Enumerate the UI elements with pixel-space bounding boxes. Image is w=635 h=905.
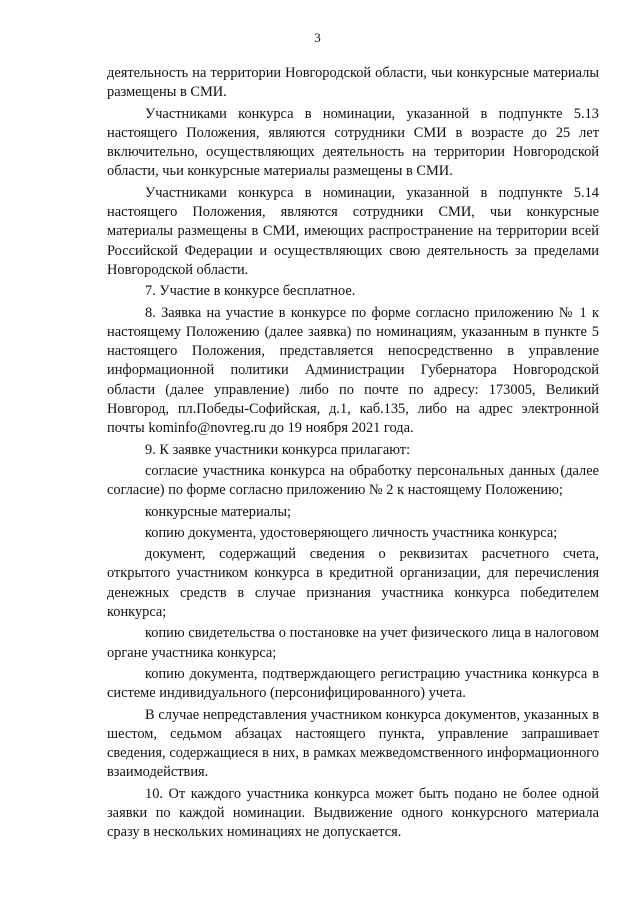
paragraph-nomination-5-14: Участниками конкурса в номинации, указанной в подпункте 5.14 настоящего Положения, являются сотрудники СМИ, чьи конкурсные материалы размещены в СМИ, имеющих распространение на территории всей Российской Федерации и осуществляющих свою деятельность за пределами Новгородской области. <box>107 184 599 278</box>
page-number: 3 <box>314 30 321 45</box>
paragraph-tax-certificate: копию свидетельства о постановке на учет физического лица в налоговом органе участника конкурса; <box>107 625 599 661</box>
paragraph-item-7: 7. Участие в конкурсе бесплатное. <box>145 283 356 300</box>
paragraph-item-10: 10. От каждого участника конкурса может быть подано не более одной заявки по каждой номинации. Выдвижение одного конкурсного материала сразу в нескольких номинациях не допускается. <box>107 785 599 841</box>
document-body <box>107 64 599 845</box>
paragraph-item-8: 8. Заявка на участие в конкурсе по форме согласно приложению № 1 к настоящему Положению (далее заявка) по номинациям, указанным в пункте 5 настоящего Положения, представляется непосредственно в управление информационной политики Администрации Губернатора Новгородской области (далее управление) либо по почте по адресу: 173005, Великий Новгород, пл.Победы-Софийская, д.1, каб.135, либо на адрес электронной почты kominfo@novreg.ru до 19 ноября 2021 года. <box>107 304 599 437</box>
paragraph-bank-details: документ, содержащий сведения о реквизитах расчетного счета, открытого участником конкурса в кредитной организации, для перечисления денежных средств в случае признания участника конкурса победителем конкурса; <box>107 546 599 621</box>
paragraph-nomination-5-13: Участниками конкурса в номинации, указанной в подпункте 5.13 настоящего Положения, являются сотрудники СМИ в возрасте до 25 лет включительно, осуществляющих деятельность на территории Новгородской области, чьи конкурсные материалы размещены в СМИ. <box>107 105 599 180</box>
paragraph-consent: согласие участника конкурса на обработку персональных данных (далее согласие) по форме согласно приложению № 2 к настоящему Положению; <box>107 462 599 499</box>
paragraph-materials: конкурсные материалы; <box>145 503 292 520</box>
paragraph-continuation: деятельность на территории Новгородской области, чьи конкурсные материалы размещены в СМИ. <box>107 65 599 101</box>
paragraph-missing-documents: В случае непредставления участником конкурса документов, указанных в шестом, седьмом абзацах настоящего пункта, управление запрашивает сведения, содержащиеся в них, в рамках межведомственного информационного взаимодействия. <box>107 706 599 781</box>
paragraph-id-copy: копию документа, удостоверяющего личность участника конкурса; <box>145 524 558 541</box>
paragraph-item-9: 9. К заявке участники конкурса прилагают: <box>145 441 411 458</box>
paragraph-registration: копию документа, подтверждающего регистрацию участника конкурса в системе индивидуального (персонифицированного) учета. <box>107 665 599 702</box>
